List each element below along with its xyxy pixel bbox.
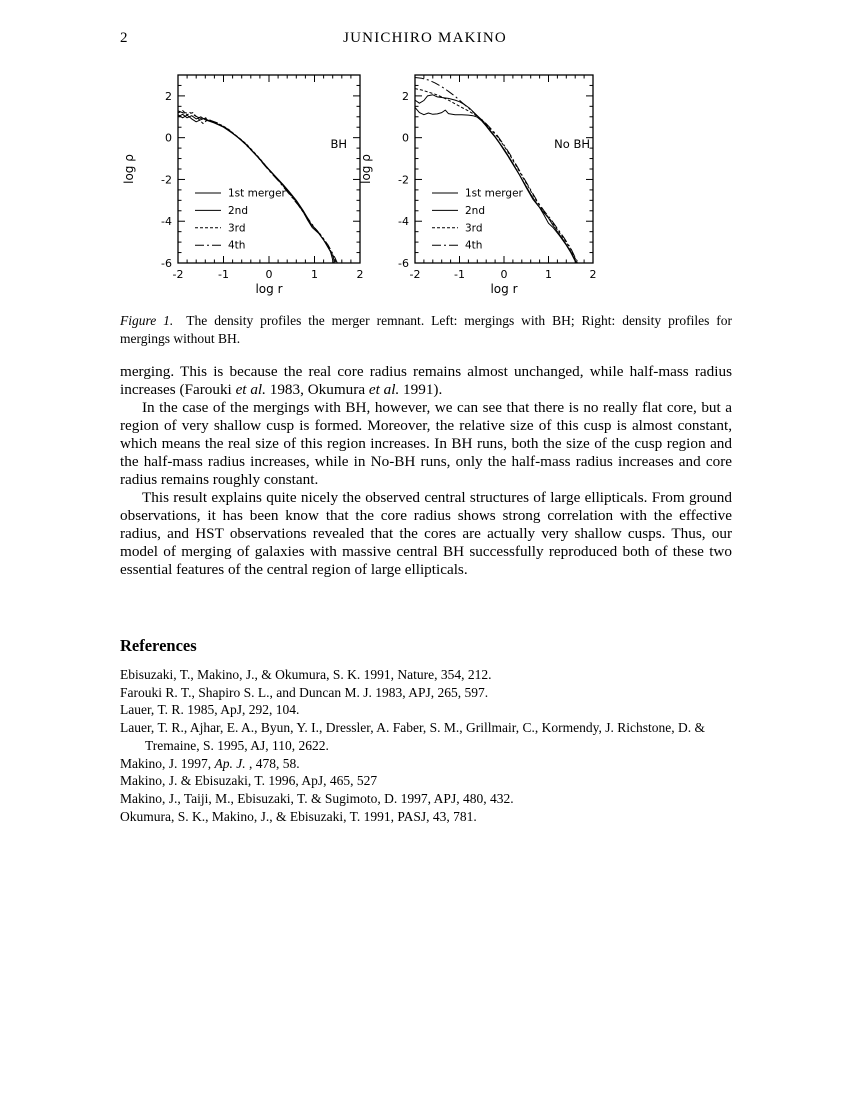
reference-item: Makino, J. & Ebisuzaki, T. 1996, ApJ, 465, 527 xyxy=(120,773,378,789)
y-axis-label: log ρ xyxy=(122,154,136,184)
figure-1-plots xyxy=(110,55,610,303)
x-tick-label: -2 xyxy=(172,268,184,281)
y-axis-label: log ρ xyxy=(359,154,373,184)
series-curve-4th xyxy=(415,78,578,264)
series-curve-3rd xyxy=(415,89,577,263)
x-tick-label: 1 xyxy=(311,268,318,281)
legend-label: 4th xyxy=(228,239,246,252)
legend-label: 2nd xyxy=(465,204,486,217)
x-tick-label: 2 xyxy=(356,268,364,281)
plot-frame xyxy=(415,75,593,263)
text-segment: merging. This is because the real core radius remains almost unchanged, while half-mass radius increases (Farouki xyxy=(120,363,732,398)
y-tick-label: 2 xyxy=(402,89,409,103)
y-tick-label: -2 xyxy=(161,173,172,187)
reference-item: Makino, J., Taiji, M., Ebisuzaki, T. & Sugimoto, D. 1997, APJ, 480, 432. xyxy=(120,790,514,806)
figure-caption-label: Figure 1. xyxy=(120,313,174,328)
y-tick-label: -4 xyxy=(398,215,409,229)
x-tick-label: 2 xyxy=(589,268,597,281)
text-segment: Makino, J. 1997, xyxy=(120,755,215,771)
running-title: JUNICHIRO MAKINO xyxy=(343,30,507,46)
x-axis-label: log r xyxy=(490,282,518,296)
text-segment: 1991). xyxy=(399,381,443,398)
x-tick-label: -1 xyxy=(454,268,465,281)
x-tick-label: 0 xyxy=(265,268,273,281)
plot-mergings-without-bh xyxy=(356,75,597,296)
y-tick-label: 2 xyxy=(165,89,172,103)
y-tick-label: -4 xyxy=(161,215,172,229)
y-tick-label: -2 xyxy=(398,173,409,187)
x-tick-label: 0 xyxy=(500,268,508,281)
reference-item: Lauer, T. R., Ajhar, E. A., Byun, Y. I., Dressler, A. Faber, S. M., Grillmair, C., Kormendy, J. Richstone, D. & Tremaine, S. 1995, AJ, 110, 2622. xyxy=(120,720,705,753)
legend-label: 4th xyxy=(465,239,483,252)
text-segment: , 478, 58. xyxy=(245,755,300,771)
plot-mergings-with-bh xyxy=(122,75,364,296)
reference-item: Okumura, S. K., Makino, J., & Ebisuzaki, T. 1991, PASJ, 43, 781. xyxy=(120,808,477,824)
references-list xyxy=(120,666,738,825)
x-tick-label: 1 xyxy=(545,268,552,281)
y-tick-label: 0 xyxy=(402,131,409,145)
paragraph-3: This result explains quite nicely the observed central structures of large ellipticals. From ground observations, it has been know that the core radius shows strong correlation with the effective radius, and HST observations revealed that the cores are actually very shallow cusps. Thus, our model of merging of galaxies with massive central BH successfully reproduced both of these two essential features of the central region of large ellipticals. xyxy=(120,489,732,578)
figure-caption xyxy=(120,312,732,347)
text-segment: 1983, Okumura xyxy=(265,381,369,398)
legend-label: 3rd xyxy=(228,222,246,235)
legend-label: 2nd xyxy=(228,204,249,217)
body-text xyxy=(120,363,732,579)
figure-caption-text: The density profiles the merger remnant. Left: mergings with BH; Right: density profiles for mergings without BH. xyxy=(120,313,732,346)
reference-item: Lauer, T. R. 1985, ApJ, 292, 104. xyxy=(120,702,300,718)
reference-item xyxy=(120,755,738,773)
legend-label: 1st merger xyxy=(228,187,286,200)
y-tick-label: 0 xyxy=(165,131,172,145)
series-curve-2nd xyxy=(415,95,577,263)
reference-item: Ebisuzaki, T., Makino, J., & Okumura, S. K. 1991, Nature, 354, 212. xyxy=(120,667,492,682)
plot-annotation: BH xyxy=(330,137,347,151)
x-axis-label: log r xyxy=(255,282,283,296)
x-tick-label: -1 xyxy=(218,268,229,281)
paragraph-2: In the case of the mergings with BH, however, we can see that there is no really flat core, but a region of very shallow cusp is formed. Moreover, the relative size of this cusp is almost constant, which means the real size of this region increases. In BH runs, both the size of the cusp region and the half-mass radius increases, while in No-BH runs, only the half-mass radius increases and core radius remains roughly constant. xyxy=(120,399,732,488)
legend-label: 1st merger xyxy=(465,187,523,200)
x-tick-label: -2 xyxy=(409,268,421,281)
legend-label: 3rd xyxy=(465,222,483,235)
y-tick-label: -6 xyxy=(161,257,172,270)
italic-text-segment: et al. xyxy=(235,381,266,398)
series-curve-1st-merger xyxy=(415,107,576,263)
references-heading: References xyxy=(120,636,197,655)
paragraph-1 xyxy=(120,363,732,399)
y-tick-label: -6 xyxy=(398,257,409,270)
page-number: 2 xyxy=(120,30,128,46)
italic-text-segment: Ap. J. xyxy=(214,755,246,771)
italic-text-segment: et al. xyxy=(368,381,400,398)
reference-item: Farouki R. T., Shapiro S. L., and Duncan M. J. 1983, APJ, 265, 597. xyxy=(120,684,489,700)
plot-annotation: No BH xyxy=(554,137,590,151)
